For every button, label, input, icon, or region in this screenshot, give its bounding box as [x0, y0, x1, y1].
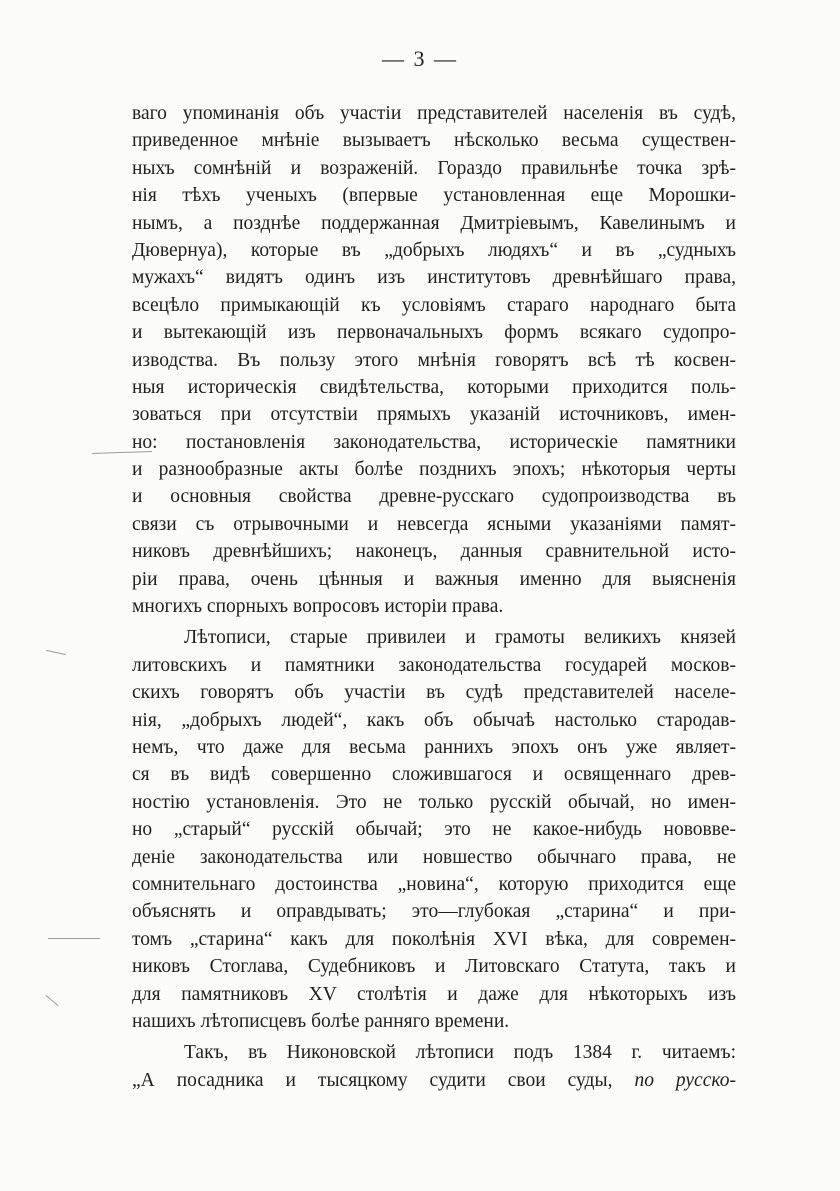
text-line: ваго упоминанія объ участіи представителей населенія въ судѣ, [132, 103, 736, 124]
text-line: ныхъ сомнѣній и возраженій. Гораздо правильнѣе точка зрѣ- [132, 157, 736, 179]
text-line: и основныя свойства древне-русскаго судопроизводства въ [132, 486, 736, 508]
text-line: Лѣтописи, старые привилеи и грамоты великихъ князей [184, 627, 736, 649]
paragraph [132, 100, 736, 620]
text-line: никовъ Стоглава, Судебниковъ и Литовскаго Статута, такъ и [132, 956, 736, 978]
text-line: немъ, что даже для весьма раннихъ эпохъ онъ уже являет- [132, 736, 736, 758]
paragraph [132, 1039, 736, 1094]
text-line: зоваться при отсутствіи прямыхъ указаній источниковъ, имен- [132, 404, 736, 426]
text-line: ся въ видѣ совершенно сложившагося и освященнаго древ- [132, 764, 736, 786]
text-line: многихъ спорныхъ вопросовъ исторіи права. [132, 596, 504, 618]
text-line: литовскихъ и памятники законодательства государей москов- [132, 654, 736, 676]
text-line: мужахъ“ видятъ одинъ изъ институтовъ древнѣйшаго права, [132, 267, 736, 289]
text-line: связи съ отрывочными и невсегда ясными указаніями памят- [132, 513, 736, 535]
margin-pencil-stroke [48, 938, 100, 939]
text-line: и разнообразные акты болѣе позднихъ эпохъ; нѣкоторыя черты [132, 459, 736, 481]
text-line: ностію установленія. Это не только русскій обычай, но имен- [132, 791, 736, 813]
text-line: нымъ, а позднѣе поддержанная Дмитріевымъ, Кавелинымъ и [132, 212, 736, 234]
quote-text: „А посадника и тысяцкому судити свои суды, [132, 1069, 635, 1091]
text-line: нія тѣхъ ученыхъ (впервые установленная еще Морошки- [132, 185, 736, 207]
text-line: всецѣло примыкающій къ условіямъ стараго народнаго быта [132, 294, 736, 316]
quote-italic-text: по русско- [634, 1069, 736, 1091]
text-line: ныя историческія свидѣтельства, которыми приходится поль- [132, 376, 736, 398]
text-line: объяснять и оправдывать; это—глубокая „старина“ и при- [132, 901, 736, 923]
text-line [132, 1067, 736, 1094]
page-number: — 3 — [382, 46, 458, 71]
text-line: томъ „старина“ какъ для поколѣнія XVI вѣка, для современ- [132, 928, 736, 950]
text-line: Такъ, въ Никоновской лѣтописи подъ 1384 г. читаемъ: [184, 1042, 736, 1064]
text-line: но: постановленія законодательства, историческіе памятники [132, 431, 736, 453]
paragraph [132, 624, 736, 1035]
margin-pencil-stroke [46, 650, 66, 655]
text-line: сомнительнаго достоинства „новина“, которую приходится еще [132, 873, 736, 895]
text-line: приведенное мнѣніе вызываетъ нѣсколько весьма существен- [132, 130, 736, 152]
text-line: деніе законодательства или новшество обычнаго права, не [132, 846, 736, 868]
text-line: изводства. Въ пользу этого мнѣнія говорятъ всѣ тѣ косвен- [132, 349, 736, 371]
text-line: Дювернуа), которые въ „добрыхъ людяхъ“ и въ „судныхъ [132, 239, 736, 261]
text-line: для памятниковъ XV столѣтія и даже для нѣкоторыхъ изъ [132, 983, 736, 1005]
text-line: и вытекающій изъ первоначальныхъ формъ всякаго судопро- [132, 322, 736, 344]
text-line: никовъ древнѣйшихъ; наконецъ, данныя сравнительной исто- [132, 541, 736, 563]
text-line: нія, „добрыхъ людей“, какъ объ обычаѣ настолько стародав- [132, 709, 736, 731]
text-line: скихъ говорятъ объ участіи въ судѣ представителей населе- [132, 682, 736, 704]
text-line: нашихъ лѣтописцевъ болѣе ранняго времени. [132, 1010, 510, 1032]
margin-pencil-stroke [46, 995, 59, 1006]
body-text [132, 100, 736, 1094]
text-line: ріи права, очень цѣнныя и важныя именно для выясненія [132, 568, 736, 590]
text-line: но „старый“ русскій обычай; это не какое-нибудь нововве- [132, 819, 736, 841]
